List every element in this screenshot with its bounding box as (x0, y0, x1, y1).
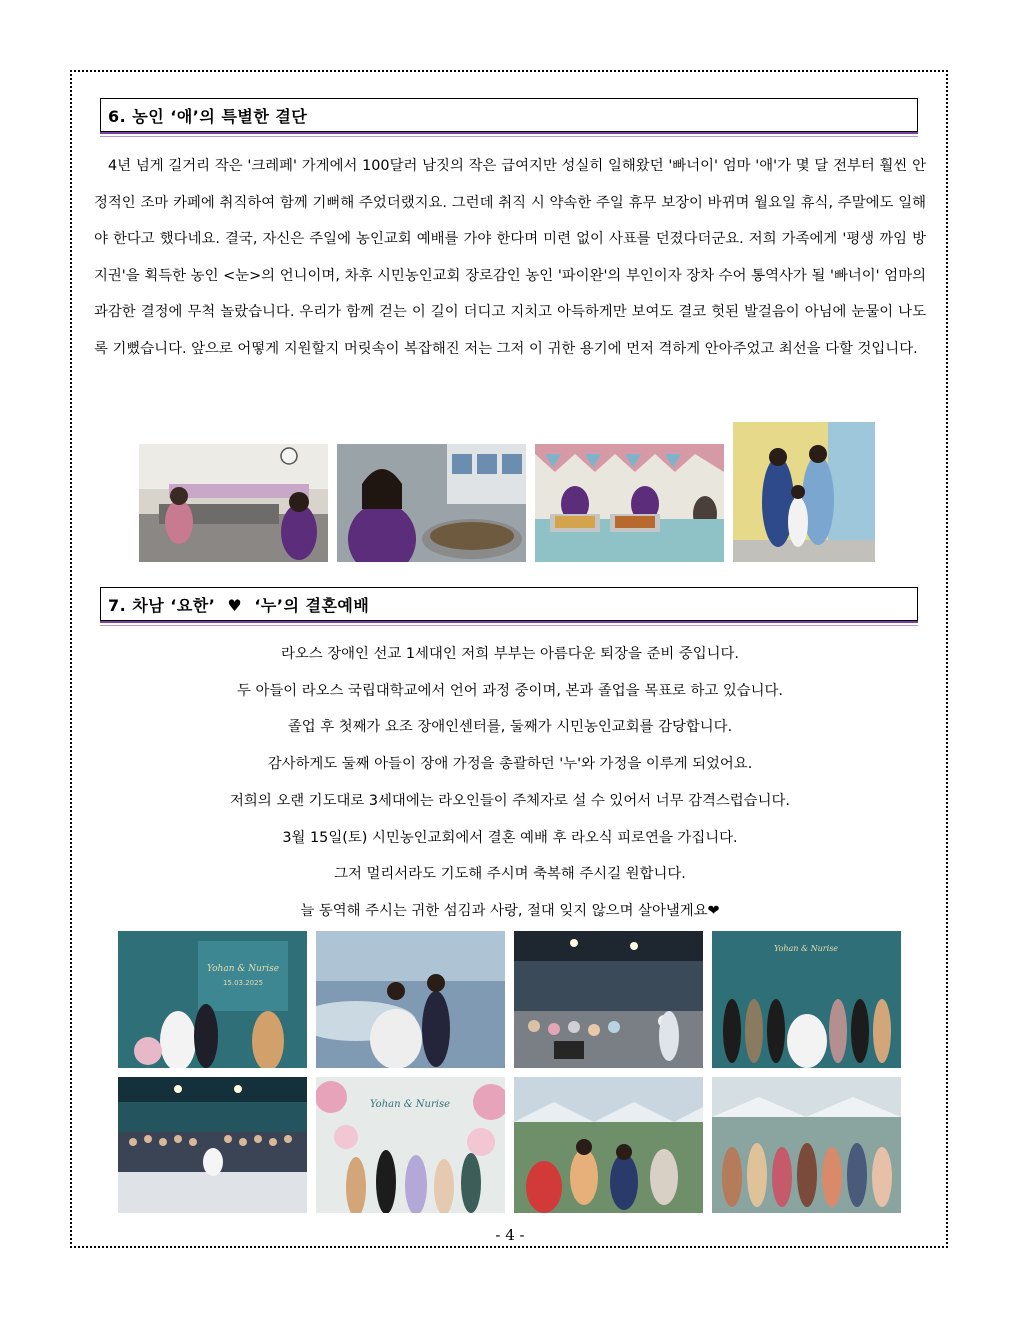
heart-icon: ♥ (227, 596, 243, 615)
section-7-title (108, 593, 369, 616)
photo-cafe-counter (139, 444, 328, 562)
body-line: 그저 멀리서라도 기도해 주시며 축복해 주시길 원합니다. (334, 866, 686, 883)
body-line: 저희의 오랜 기도대로 3세대에는 라오인들이 주체자로 설 수 있어서 너무 감격스럽습니다. (230, 792, 790, 809)
body-line: 라오스 장애인 선교 1세대인 저희 부부는 아름다운 퇴장을 준비 중입니다. (280, 646, 740, 662)
photo-congregation (118, 1077, 307, 1213)
svg-text:Yohan & Nurise: Yohan & Nurise (773, 944, 839, 953)
svg-text:Yohan & Nurise: Yohan & Nurise (206, 964, 280, 974)
section-7-body (94, 636, 926, 930)
svg-text:Yohan & Nurise: Yohan & Nurise (369, 1099, 451, 1110)
section-6-paragraph: 4년 넘게 길거리 작은 '크레페' 가게에서 100달러 남짓의 작은 급여지만 성실히 일해왔던 '빠너이' 엄마 '애'가 몇 달 전부터 훨씬 안정적인 조마 카페에 취직하여 함께 기뻐해 주었더랬지요. 그런데 취직 시 약속한 주일 휴무 보장이 바뀌며 월요일 휴식, 주말에도 일해야 한다고 했다네요. 결국, 자신은 주일에 농인교회 예배를 가야 한다며 미련 없이 사표를 던졌다더군요. 저희 가족에게 '평생 까임 방지권'을 획득한 농인 <눈>의 언니이며, 차후 시민농인교회 장로감인 농인 '파이완'의 부인이자 장차 수어 통역사가 될 '빠너이' 엄마의 과감한 결정에 무척 놀랐습니다. 우리가 함께 걷는 이 길이 더디고 지치고 아득하게만 보여도 결코 헛된 발걸음이 아님에 눈물이 나도록 기뻤습니다. 앞으로 어떻게 지원할지 머릿속이 복잡해진 저는 그저 이 귀한 용기에 먼저 격하게 안아주었고 최선을 다할 것입니다. (94, 158, 926, 357)
photo-family-flowers (316, 1077, 505, 1213)
body-line: 감사하게도 둘째 아들이 장애 가정을 총괄하던 '누'와 가정을 이루게 되었어요. (267, 756, 753, 773)
body-line: 두 아들이 라오스 국립대학교에서 언어 과정 중이며, 본과 졸업을 목표로 하고 있습니다. (236, 682, 784, 699)
heading-underline (100, 621, 918, 623)
heading-underline-thin (100, 136, 918, 137)
photo-family-portrait (733, 422, 875, 562)
heading-underline (100, 132, 918, 134)
photo-kitchen-cooking (337, 444, 526, 562)
section-6-header (100, 98, 918, 134)
photo-wedding-hall (514, 931, 703, 1068)
body-line: 졸업 후 첫째가 요조 장애인센터를, 둘째가 시민농인교회를 감당합니다. (287, 719, 733, 736)
section-6-title: 6. 농인 ‘애’의 특별한 결단 (108, 107, 308, 126)
section-7-header (100, 587, 918, 623)
page-number: - 4 - (495, 1226, 525, 1244)
photo-reception-group (712, 1077, 901, 1213)
body-line: 3월 15일(토) 시민농인교회에서 결혼 예배 후 라오식 피로연을 가집니다. (282, 829, 738, 846)
photo-buffet-serving (535, 444, 724, 562)
section-7-title-prefix: 7. 차남 ‘요한’ (108, 596, 216, 615)
photo-wedding-entrance (316, 931, 505, 1068)
body-line: 늘 동역해 주시는 귀한 섬김과 사랑, 절대 잊지 않으며 살아낼게요❤ (300, 902, 720, 919)
section-7-title-suffix: ‘누’의 결혼예배 (254, 596, 370, 615)
heading-underline-thin (100, 625, 918, 626)
photo-wedding-ceremony (118, 931, 307, 1068)
photo-wedding-group (712, 931, 901, 1068)
photo-reception-crowd (514, 1077, 703, 1213)
banner-date-text: 15.03.2025 (222, 979, 264, 987)
